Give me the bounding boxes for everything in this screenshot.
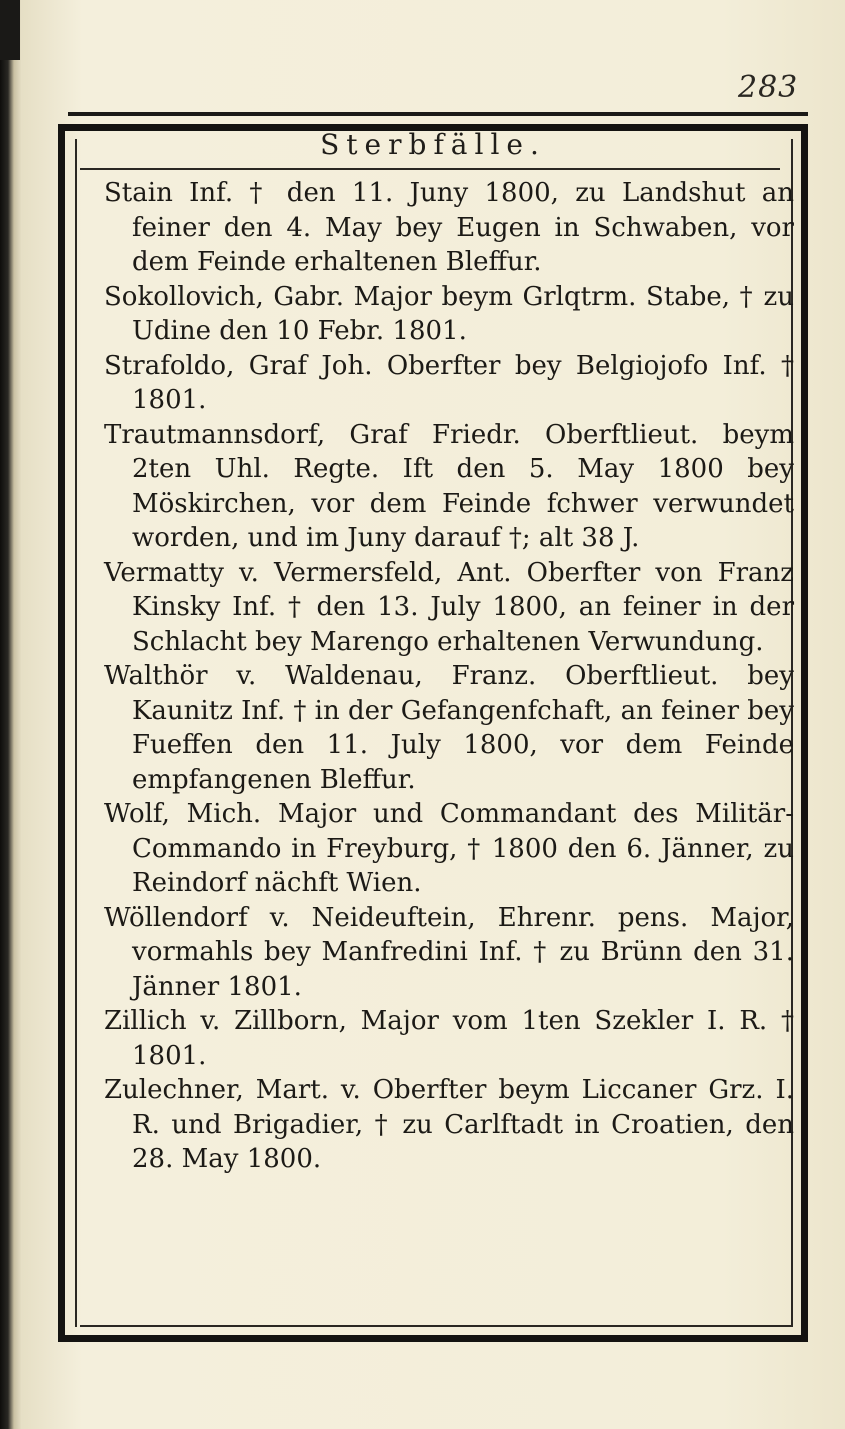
entry-zillich: Zillich v. Zillborn, Major vom 1ten Szekler I. R. † 1801. (104, 1006, 794, 1071)
death-entries (104, 176, 794, 1177)
spine-edge (0, 0, 20, 60)
top-rule (68, 112, 808, 116)
entry-wolf: Wolf, Mich. Major und Commandant des Militär-Commando in Freyburg, † 1800 den 6. Jänner, zu Reindorf nächft Wien. (104, 799, 794, 898)
bottom-rule (80, 1325, 792, 1327)
entry-vermatty: Vermatty v. Vermersfeld, Ant. Oberfter von Franz Kinsky Inf. † den 13. July 1800, an feiner in der Schlacht bey Marengo erhaltenen Verwundung. (104, 557, 794, 657)
entry-strafoldo: Strafoldo, Graf Joh. Oberfter bey Belgiojofo Inf. † 1801. (104, 350, 794, 415)
header-rule (80, 168, 780, 170)
entry-wollendorf: Wöllendorf v. Neideuftein, Ehrenr. pens. Major, vormahls bey Manfredini Inf. † zu Brünn den 31. Jänner 1801. (104, 902, 794, 1002)
book-spine (0, 0, 22, 1429)
entry-stain: Stain Inf. † den 11. Juny 1800, zu Landshut an feiner den 4. May bey Eugen in Schwaben, vor dem Feinde erhaltenen Bleffur. (104, 178, 794, 277)
section-title: Sterbfälle. (320, 128, 546, 161)
entry-walthor: Walthör v. Waldenau, Franz. Oberftlieut. bey Kaunitz Inf. † in der Gefangenfchaft, an feiner bey Fueffen den 11. July 1800, vor dem Feinde empfangenen Bleffur. (104, 661, 794, 795)
page-number: 283 (738, 70, 799, 105)
entry-sokollovich: Sokollovich, Gabr. Major beym Grlqtrm. Stabe, † zu Udine den 10 Febr. 1801. (104, 281, 794, 346)
entry-zulechner: Zulechner, Mart. v. Oberfter beym Liccaner Grz. I. R. und Brigadier, † zu Carlftadt in Croatien, den 28. May 1800. (104, 1075, 794, 1174)
entry-trautmannsdorf: Trautmannsdorf, Graf Friedr. Oberftlieut. beym 2ten Uhl. Regte. Ift den 5. May 1800 bey Möskirchen, vor dem Feinde fchwer verwundet worden, und im Juny darauf †; alt 38 J. (104, 419, 794, 553)
